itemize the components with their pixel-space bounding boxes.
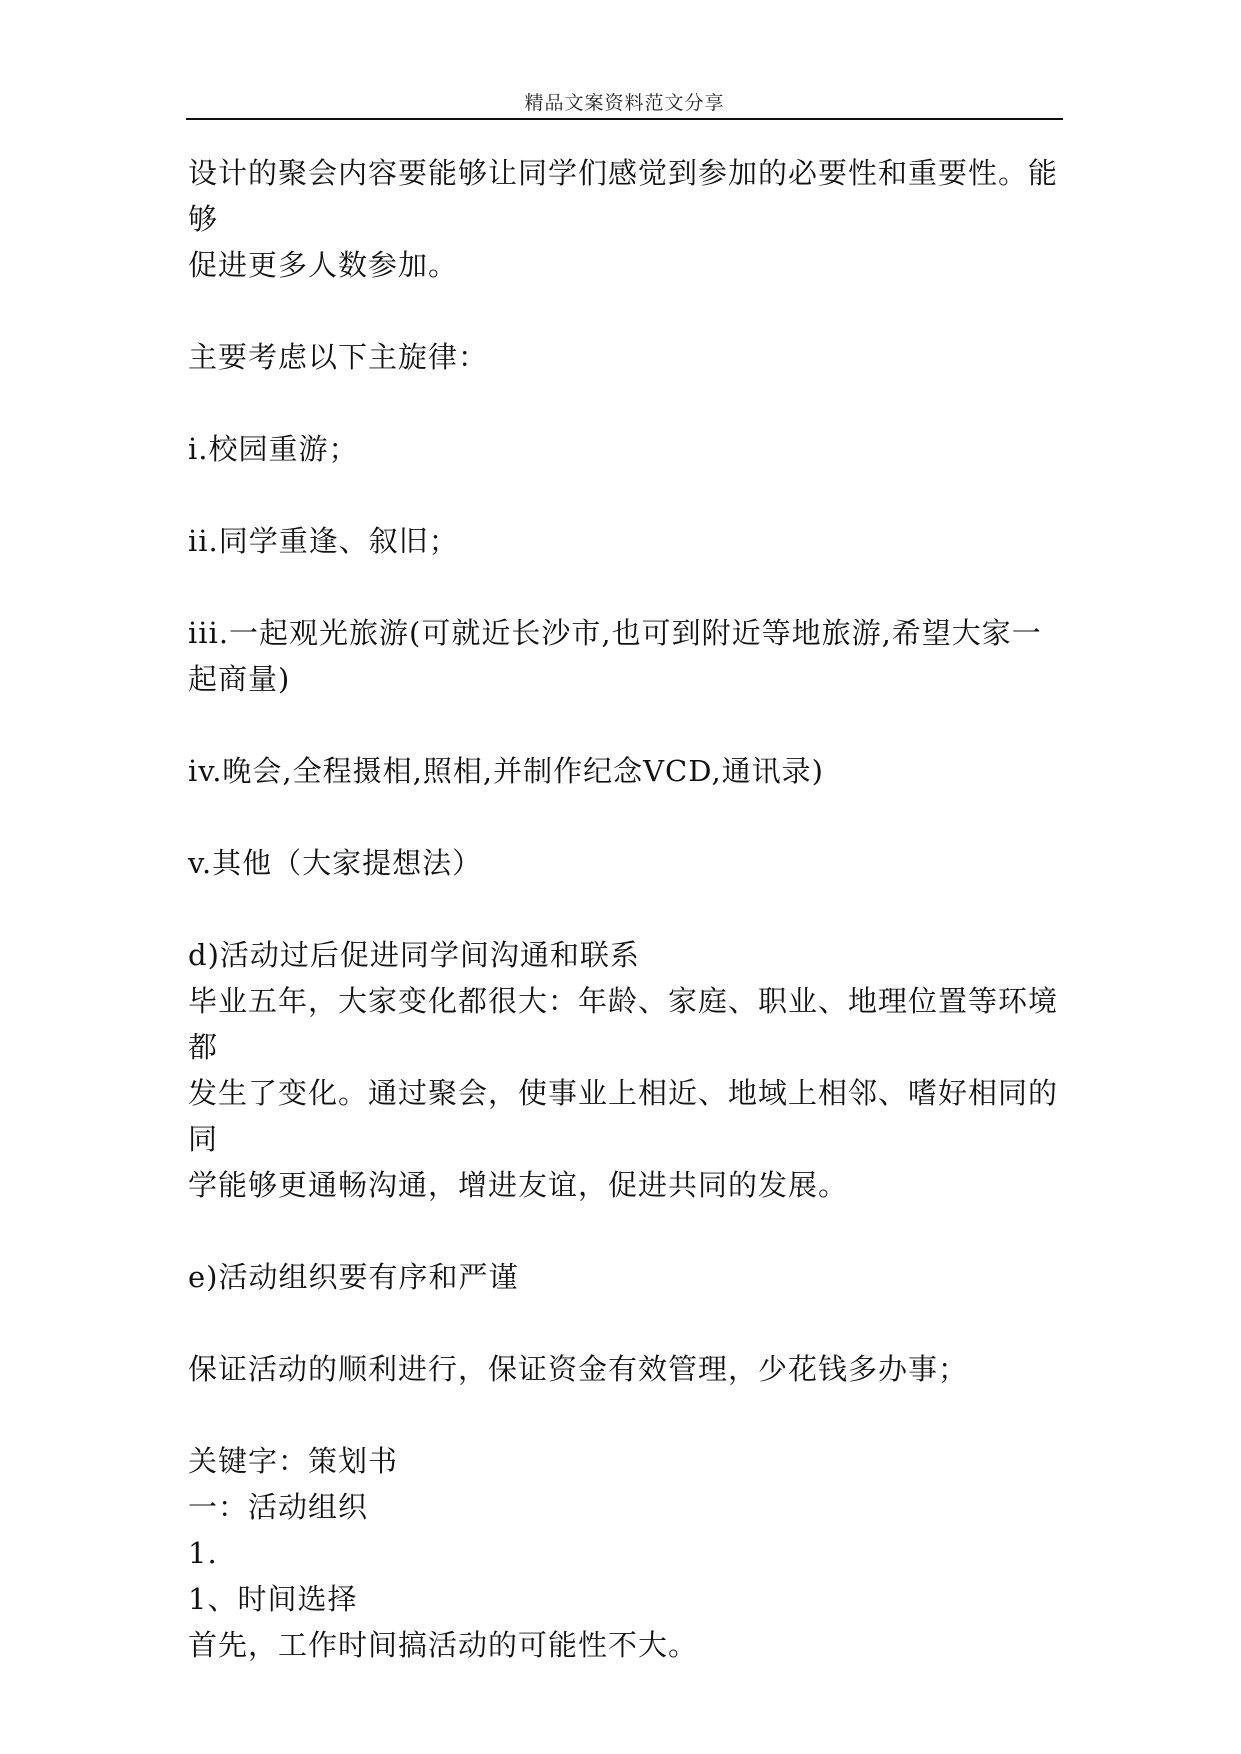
text-line: 首先，工作时间搞活动的可能性不大。 <box>188 1628 699 1662</box>
blank-line <box>188 288 1058 334</box>
list-item: iv.晚会,全程摄相,照相,并制作纪念VCD,通讯录) <box>188 754 824 788</box>
blank-line <box>188 1300 1058 1346</box>
list-item: ii.同学重逢、叙旧； <box>188 524 459 558</box>
text-line: 毕业五年，大家变化都很大：年龄、家庭、职业、地理位置等环境都 <box>188 984 1059 1064</box>
text-line: 1. <box>188 1536 218 1570</box>
blank-line <box>188 564 1058 610</box>
section-heading: d)活动过后促进同学间沟通和联系 <box>188 938 640 972</box>
blank-line <box>188 794 1058 840</box>
text-line: 学能够更通畅沟通，增进友谊，促进共同的发展。 <box>188 1168 849 1202</box>
document-body <box>188 150 1058 1668</box>
blank-line <box>188 886 1058 932</box>
text-line: 促进更多人数参加。 <box>188 248 459 282</box>
text-line: 发生了变化。通过聚会，使事业上相近、地域上相邻、嗜好相同的同 <box>188 1076 1059 1156</box>
blank-line <box>188 1208 1058 1254</box>
text-line: 保证活动的顺利进行，保证资金有效管理，少花钱多办事； <box>188 1352 969 1386</box>
text-line: 设计的聚会内容要能够让同学们感觉到参加的必要性和重要性。能够 <box>188 156 1059 236</box>
text-line: 起商量) <box>188 662 291 696</box>
header-title: 精品文案资料范文分享 <box>524 92 725 114</box>
section-heading: 1、时间选择 <box>188 1582 358 1616</box>
blank-line <box>188 380 1058 426</box>
section-heading: e)活动组织要有序和严谨 <box>188 1260 519 1294</box>
page-header <box>186 84 1063 120</box>
blank-line <box>188 702 1058 748</box>
list-item: iii.一起观光旅游(可就近长沙市,也可到附近等地旅游,希望大家一 <box>188 616 1042 650</box>
list-item: v.其他（大家提想法） <box>188 846 483 880</box>
blank-line <box>188 472 1058 518</box>
list-item: i.校园重游； <box>188 432 359 466</box>
section-heading: 一：活动组织 <box>188 1490 369 1524</box>
blank-line <box>188 1392 1058 1438</box>
text-line: 主要考虑以下主旋律： <box>188 340 489 374</box>
keywords-line: 关键字：策划书 <box>188 1444 399 1478</box>
